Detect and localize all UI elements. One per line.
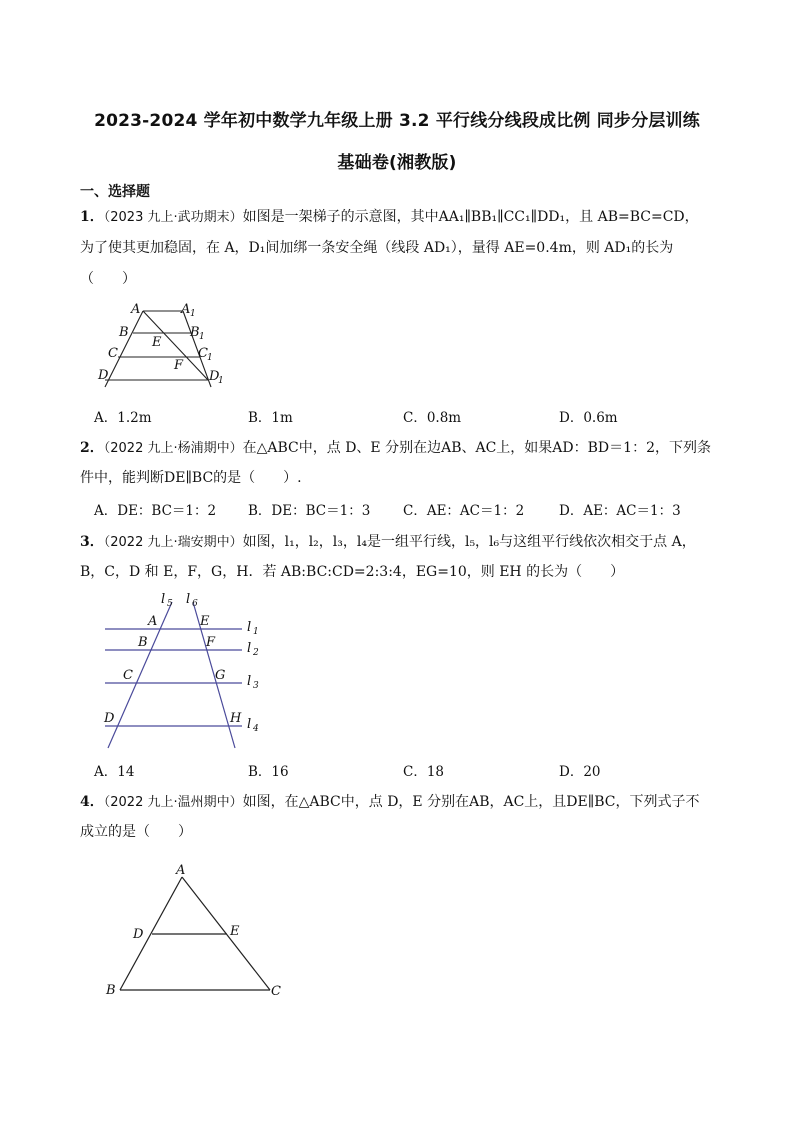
q4-label-e: E — [230, 924, 240, 939]
q2-line1 — [80, 437, 711, 457]
q3-number: 3． — [80, 534, 104, 550]
q2-option-b: B．DE：BC＝1：3 — [248, 503, 371, 519]
q1-label-a: A — [131, 302, 141, 317]
q1-label-c: C — [108, 346, 118, 361]
q3-option-d: D．20 — [559, 764, 601, 780]
q3-parallel-lines-figure — [100, 590, 270, 752]
q1-ladder-figure — [95, 302, 235, 392]
q3-label-l5: l — [161, 592, 166, 607]
page-title-line1: 2023-2024 学年初中数学九年级上册 3.2 平行线分线段成比例 同步分层训练 — [94, 111, 700, 131]
q1-option-d: D．0.6m — [559, 410, 618, 426]
q3-line2: B，C，D 和 E，F，G，H．若 AB:BC:CD=2:3:4，EG=10，则 EH 的长为（ ） — [80, 564, 625, 580]
q4-label-b: B — [106, 983, 116, 998]
q2-option-d: D．AE：AC＝1：3 — [559, 503, 681, 519]
q3-label-c: C — [123, 668, 133, 683]
q3-label-h: H — [230, 711, 242, 726]
q1-option-a: A．1.2m — [94, 410, 152, 426]
q2-option-c: C．AE：AC＝1：2 — [403, 503, 525, 519]
q4-number: 4． — [80, 794, 104, 810]
q3-label-f: F — [206, 635, 216, 650]
q1-label-b1-sub: 1 — [199, 332, 205, 342]
q1-label-d: D — [98, 368, 109, 383]
q2-line2: 件中，能判断DE∥BC的是（ ）. — [80, 470, 302, 486]
q1-label-f: F — [174, 358, 184, 373]
q1-label-e: E — [152, 335, 162, 350]
q3-label-g: G — [215, 668, 226, 683]
q3-label-l2: l — [247, 641, 252, 656]
q3-option-c: C．18 — [403, 764, 445, 780]
q3-label-l1: l — [247, 620, 252, 635]
q3-label-a: A — [148, 614, 158, 629]
q4-triangle-figure — [100, 855, 300, 1005]
q1-label-d1-sub: 1 — [218, 376, 224, 386]
q4-label-d: D — [133, 927, 144, 942]
q4-line1 — [80, 791, 699, 811]
q2-source: （2022 九上·杨浦期中） — [103, 441, 243, 456]
q3-label-l3: l — [247, 674, 252, 689]
q1-label-d1: D — [209, 369, 220, 384]
q1-line1 — [80, 206, 699, 226]
q3-label-l5-sub: 5 — [167, 599, 173, 609]
q3-label-l4-sub: 4 — [253, 724, 259, 734]
q3-text1: 如图，l₁，l₂，l₃，l₄是一组平行线，l₅，l₆与这组平行线依次相交于点 A， — [242, 534, 696, 550]
q3-label-l3-sub: 3 — [253, 681, 259, 691]
q1-label-c1-sub: 1 — [207, 353, 213, 363]
q2-option-a: A．DE：BC＝1：2 — [94, 503, 217, 519]
q1-label-a1-sub: 1 — [190, 309, 196, 319]
q4-text1: 如图，在△ABC中，点 D，E 分别在AB，AC上，且DE∥BC，下列式子不 — [242, 794, 700, 810]
q3-label-l2-sub: 2 — [253, 648, 259, 658]
q1-label-b: B — [119, 325, 129, 340]
q3-label-l1-sub: 1 — [253, 627, 259, 637]
q1-number: 1． — [80, 209, 104, 225]
q4-label-a: A — [176, 863, 186, 878]
q4-line2: 成立的是（ ） — [80, 824, 192, 840]
q3-label-d: D — [104, 711, 115, 726]
q2-number: 2． — [80, 440, 104, 456]
q3-line1 — [80, 531, 696, 551]
q1-option-b: B．1m — [248, 410, 293, 426]
section-heading: 一、选择题 — [80, 184, 150, 200]
q4-source: （2022 九上·温州期中） — [103, 795, 243, 810]
q3-option-a: A．14 — [94, 764, 135, 780]
q3-label-l6-sub: 6 — [192, 599, 198, 609]
q1-label-b1: B — [190, 325, 200, 340]
q3-label-e: E — [200, 614, 210, 629]
q1-line3: （ ） — [80, 271, 136, 287]
q3-option-b: B．16 — [248, 764, 289, 780]
q3-label-b: B — [138, 635, 148, 650]
q3-label-l4: l — [247, 717, 252, 732]
q1-label-c1: C — [198, 346, 208, 361]
q1-label-a1: A — [181, 302, 191, 317]
q3-source: （2022 九上·瑞安期中） — [103, 535, 243, 550]
q1-option-c: C．0.8m — [403, 410, 462, 426]
q3-label-l6: l — [186, 592, 191, 607]
q1-line2: 为了使其更加稳固，在 A，D₁间加绑一条安全绳（线段 AD₁），量得 AE=0.4m，则 AD₁的长为 — [80, 240, 674, 256]
q1-text1: 如图是一架梯子的示意图，其中AA₁∥BB₁∥CC₁∥DD₁，且 AB=BC=CD， — [242, 209, 699, 225]
q1-source: （2023 九上·武功期末） — [103, 210, 243, 225]
q4-label-c: C — [271, 984, 281, 999]
q2-text1: 在△ABC中，点 D、E 分别在边AB、AC上，如果AD：BD＝1：2，下列条 — [242, 440, 711, 456]
page-title-line2: 基础卷(湘教版) — [337, 153, 457, 173]
